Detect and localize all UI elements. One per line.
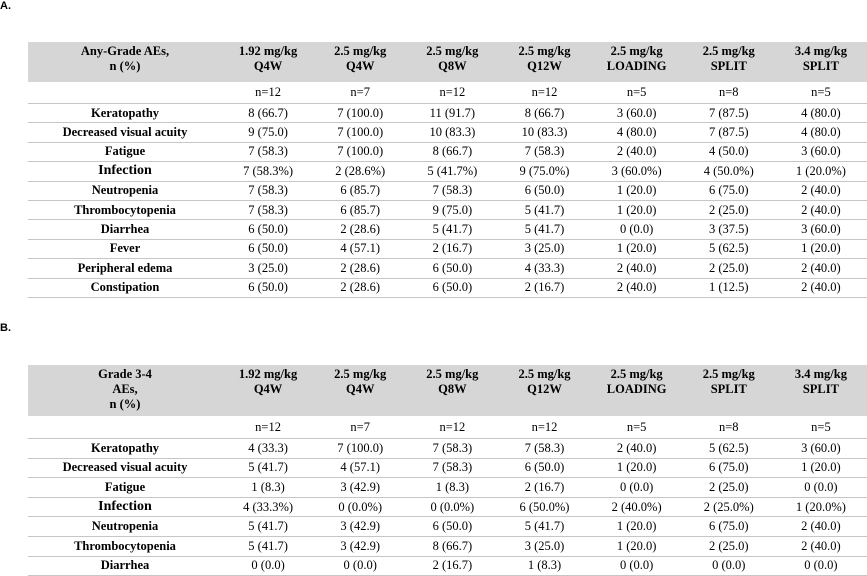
ae-value-cell: 5 (41.7) <box>498 200 590 219</box>
n-row <box>28 82 867 104</box>
ae-value-cell: 5 (41.7) <box>498 517 590 537</box>
n-row <box>28 416 867 439</box>
ae-value-cell: 7 (58.3) <box>498 439 590 459</box>
dose-column-header <box>683 365 775 416</box>
ae-row-label: Keratopathy <box>28 104 222 123</box>
ae-value-cell: 0 (0.0) <box>222 556 314 576</box>
ae-value-cell: 10 (83.3) <box>498 123 590 142</box>
ae-value-cell: 4 (80.0) <box>591 123 683 142</box>
ae-value-cell: 3 (42.9) <box>314 517 406 537</box>
ae-row-label: Fatigue <box>28 142 222 161</box>
ae-value-cell: 3 (25.0) <box>498 536 590 556</box>
ae-value-cell: 5 (62.5) <box>683 439 775 459</box>
ae-value-cell: 2 (40.0) <box>591 259 683 278</box>
n-value-cell: n=5 <box>775 416 867 439</box>
table-row <box>28 162 867 181</box>
ae-value-cell: 8 (66.7) <box>222 104 314 123</box>
ae-row-label: Neutropenia <box>28 517 222 537</box>
ae-value-cell: 3 (60.0) <box>775 439 867 459</box>
n-value-cell: n=7 <box>314 82 406 104</box>
ae-value-cell: 1 (20.0%) <box>775 162 867 181</box>
ae-value-cell: 3 (37.5) <box>683 220 775 239</box>
header-label-line: AEs, <box>112 382 138 396</box>
ae-value-cell: 1 (20.0%) <box>775 497 867 517</box>
dose-header-line: Q8W <box>438 382 467 396</box>
dose-column-header <box>498 365 590 416</box>
ae-value-cell: 7 (100.0) <box>314 104 406 123</box>
ae-value-cell: 3 (60.0) <box>775 220 867 239</box>
n-value-cell: n=12 <box>498 82 590 104</box>
ae-value-cell: 2 (16.7) <box>498 278 590 297</box>
ae-row-label: Constipation <box>28 278 222 297</box>
n-value-cell: n=5 <box>775 82 867 104</box>
ae-value-cell: 9 (75.0) <box>406 200 498 219</box>
ae-row-label: Fever <box>28 239 222 258</box>
dose-header-line: 2.5 mg/kg <box>518 367 571 381</box>
dose-column-header <box>775 365 867 416</box>
ae-value-cell: 6 (50.0) <box>222 220 314 239</box>
ae-value-cell: 1 (20.0) <box>591 517 683 537</box>
ae-value-cell: 8 (66.7) <box>406 536 498 556</box>
ae-value-cell: 2 (40.0) <box>775 181 867 200</box>
dose-header-line: Q8W <box>438 59 467 73</box>
dose-header-line: 2.5 mg/kg <box>702 367 755 381</box>
dose-header-line: Q4W <box>345 382 375 396</box>
ae-value-cell: 2 (25.0) <box>683 259 775 278</box>
ae-value-cell: 2 (16.7) <box>406 556 498 576</box>
table-row <box>28 439 867 459</box>
ae-value-cell: 2 (28.6%) <box>314 162 406 181</box>
ae-value-cell: 2 (25.0%) <box>683 497 775 517</box>
ae-value-cell: 6 (50.0) <box>222 278 314 297</box>
table-row <box>28 123 867 142</box>
section-label-a: A. <box>0 0 11 12</box>
ae-value-cell: 3 (25.0) <box>498 239 590 258</box>
ae-value-cell: 4 (33.3) <box>498 259 590 278</box>
ae-value-cell: 0 (0.0%) <box>406 497 498 517</box>
ae-row-label: Thrombocytopenia <box>28 536 222 556</box>
ae-value-cell: 4 (80.0) <box>775 123 867 142</box>
any-grade-ae-table <box>28 42 867 298</box>
ae-value-cell: 7 (100.0) <box>314 439 406 459</box>
dose-header-line: 3.4 mg/kg <box>794 367 847 381</box>
ae-value-cell: 5 (41.7%) <box>406 162 498 181</box>
ae-value-cell: 2 (25.0) <box>683 200 775 219</box>
n-value-cell: n=12 <box>406 82 498 104</box>
ae-value-cell: 6 (50.0) <box>498 181 590 200</box>
ae-value-cell: 3 (60.0) <box>591 104 683 123</box>
ae-value-cell: 7 (58.3) <box>222 181 314 200</box>
ae-value-cell: 0 (0.0%) <box>314 497 406 517</box>
table-row <box>28 142 867 161</box>
table-row <box>28 536 867 556</box>
ae-value-cell: 7 (100.0) <box>314 142 406 161</box>
section-label-b: B. <box>0 322 11 334</box>
ae-value-cell: 1 (20.0) <box>591 200 683 219</box>
dose-header-line: SPLIT <box>710 382 747 396</box>
header-label-line: Grade 3-4 <box>98 367 152 381</box>
ae-value-cell: 1 (8.3) <box>498 556 590 576</box>
dose-column-header <box>683 42 775 82</box>
dose-column-header <box>314 42 406 82</box>
dose-column-header <box>498 42 590 82</box>
n-value-cell: n=12 <box>498 416 590 439</box>
dose-header-line: 2.5 mg/kg <box>610 367 663 381</box>
ae-value-cell: 1 (20.0) <box>591 181 683 200</box>
ae-value-cell: 9 (75.0) <box>222 123 314 142</box>
ae-value-cell: 2 (40.0) <box>775 200 867 219</box>
dose-header-line: 2.5 mg/kg <box>702 44 755 58</box>
ae-value-cell: 6 (75.0) <box>683 517 775 537</box>
dose-header-line: 2.5 mg/kg <box>334 44 387 58</box>
dose-column-header <box>406 42 498 82</box>
dose-column-header <box>406 365 498 416</box>
ae-row-label: Decreased visual acuity <box>28 123 222 142</box>
dose-header-line: Q4W <box>253 382 283 396</box>
ae-value-cell: 5 (41.7) <box>406 220 498 239</box>
ae-value-cell: 10 (83.3) <box>406 123 498 142</box>
ae-row-label: Peripheral edema <box>28 259 222 278</box>
ae-row-label: Keratopathy <box>28 439 222 459</box>
ae-value-cell: 5 (41.7) <box>498 220 590 239</box>
n-value-cell: n=12 <box>406 416 498 439</box>
ae-row-label: Infection <box>28 497 222 517</box>
ae-value-cell: 3 (25.0) <box>222 259 314 278</box>
ae-value-cell: 2 (40.0) <box>591 439 683 459</box>
ae-value-cell: 4 (33.3%) <box>222 497 314 517</box>
ae-value-cell: 1 (20.0) <box>591 536 683 556</box>
ae-value-cell: 2 (40.0) <box>775 536 867 556</box>
ae-value-cell: 1 (8.3) <box>222 478 314 498</box>
ae-value-cell: 2 (16.7) <box>406 239 498 258</box>
n-value-cell: n=5 <box>591 82 683 104</box>
n-value-cell: n=7 <box>314 416 406 439</box>
ae-row-label: Decreased visual acuity <box>28 458 222 478</box>
ae-value-cell: 2 (28.6) <box>314 259 406 278</box>
header-label-cell <box>28 42 222 82</box>
dose-column-header <box>314 365 406 416</box>
ae-value-cell: 8 (66.7) <box>406 142 498 161</box>
ae-value-cell: 0 (0.0) <box>775 556 867 576</box>
ae-value-cell: 3 (42.9) <box>314 536 406 556</box>
ae-value-cell: 0 (0.0) <box>591 478 683 498</box>
header-label-line: n (%) <box>109 397 141 411</box>
dose-header-line: SPLIT <box>802 59 839 73</box>
ae-value-cell: 1 (8.3) <box>406 478 498 498</box>
ae-value-cell: 2 (28.6) <box>314 220 406 239</box>
ae-value-cell: 4 (80.0) <box>775 104 867 123</box>
ae-value-cell: 0 (0.0) <box>683 556 775 576</box>
ae-value-cell: 6 (75.0) <box>683 458 775 478</box>
ae-value-cell: 7 (58.3) <box>222 200 314 219</box>
n-value-cell: n=12 <box>222 82 314 104</box>
ae-value-cell: 6 (50.0) <box>222 239 314 258</box>
ae-row-label: Diarrhea <box>28 556 222 576</box>
ae-value-cell: 5 (41.7) <box>222 458 314 478</box>
ae-value-cell: 1 (12.5) <box>683 278 775 297</box>
dose-header-line: 3.4 mg/kg <box>794 44 847 58</box>
table-row <box>28 259 867 278</box>
ae-row-label: Diarrhea <box>28 220 222 239</box>
table-row <box>28 220 867 239</box>
ae-value-cell: 7 (58.3) <box>222 142 314 161</box>
ae-row-label: Infection <box>28 162 222 181</box>
ae-value-cell: 0 (0.0) <box>591 220 683 239</box>
ae-value-cell: 6 (50.0%) <box>498 497 590 517</box>
ae-value-cell: 2 (25.0) <box>683 478 775 498</box>
ae-value-cell: 5 (62.5) <box>683 239 775 258</box>
ae-value-cell: 3 (60.0%) <box>591 162 683 181</box>
ae-value-cell: 6 (50.0) <box>498 458 590 478</box>
dose-header-line: 2.5 mg/kg <box>610 44 663 58</box>
ae-value-cell: 4 (50.0%) <box>683 162 775 181</box>
table-row <box>28 181 867 200</box>
dose-header-line: 1.92 mg/kg <box>238 367 298 381</box>
ae-value-cell: 0 (0.0) <box>591 556 683 576</box>
n-value-cell: n=12 <box>222 416 314 439</box>
ae-value-cell: 1 (20.0) <box>591 458 683 478</box>
dose-header-line: LOADING <box>606 382 667 396</box>
header-label-cell <box>28 365 222 416</box>
ae-value-cell: 2 (40.0) <box>775 278 867 297</box>
table-row <box>28 458 867 478</box>
table-row <box>28 104 867 123</box>
table-row <box>28 200 867 219</box>
grade-3-4-ae-table <box>28 365 867 576</box>
ae-row-label: Thrombocytopenia <box>28 200 222 219</box>
ae-value-cell: 6 (85.7) <box>314 200 406 219</box>
ae-value-cell: 6 (50.0) <box>406 278 498 297</box>
dose-column-header <box>591 42 683 82</box>
ae-value-cell: 2 (40.0) <box>775 259 867 278</box>
ae-value-cell: 1 (20.0) <box>591 239 683 258</box>
header-row <box>28 42 867 82</box>
n-value-cell: n=8 <box>683 416 775 439</box>
ae-value-cell: 2 (40.0) <box>591 278 683 297</box>
ae-value-cell: 9 (75.0%) <box>498 162 590 181</box>
ae-value-cell: 6 (50.0) <box>406 259 498 278</box>
ae-value-cell: 7 (100.0) <box>314 123 406 142</box>
ae-row-label: Fatigue <box>28 478 222 498</box>
dose-header-line: Q12W <box>527 59 562 73</box>
dose-header-line: Q4W <box>345 59 375 73</box>
dose-header-line: 1.92 mg/kg <box>238 44 298 58</box>
table-row <box>28 497 867 517</box>
ae-value-cell: 4 (57.1) <box>314 239 406 258</box>
dose-header-line: Q4W <box>253 59 283 73</box>
ae-value-cell: 7 (87.5) <box>683 123 775 142</box>
ae-value-cell: 3 (42.9) <box>314 478 406 498</box>
dose-column-header <box>222 42 314 82</box>
ae-value-cell: 2 (25.0) <box>683 536 775 556</box>
ae-value-cell: 2 (40.0) <box>775 517 867 537</box>
header-label-line: Any-Grade AEs, <box>80 44 170 58</box>
dose-column-header <box>591 365 683 416</box>
ae-value-cell: 2 (40.0%) <box>591 497 683 517</box>
table-row <box>28 556 867 576</box>
ae-value-cell: 8 (66.7) <box>498 104 590 123</box>
ae-value-cell: 6 (75.0) <box>683 181 775 200</box>
dose-column-header <box>222 365 314 416</box>
ae-value-cell: 4 (57.1) <box>314 458 406 478</box>
ae-value-cell: 4 (33.3) <box>222 439 314 459</box>
dose-header-line: SPLIT <box>710 59 747 73</box>
ae-value-cell: 5 (41.7) <box>222 536 314 556</box>
ae-value-cell: 7 (58.3) <box>406 439 498 459</box>
ae-value-cell: 7 (58.3%) <box>222 162 314 181</box>
ae-value-cell: 7 (58.3) <box>406 181 498 200</box>
ae-value-cell: 3 (60.0) <box>775 142 867 161</box>
ae-value-cell: 6 (85.7) <box>314 181 406 200</box>
ae-value-cell: 0 (0.0) <box>775 478 867 498</box>
table-row <box>28 278 867 297</box>
ae-value-cell: 0 (0.0) <box>314 556 406 576</box>
ae-value-cell: 11 (91.7) <box>406 104 498 123</box>
ae-value-cell: 2 (28.6) <box>314 278 406 297</box>
dose-header-line: SPLIT <box>802 382 839 396</box>
ae-value-cell: 5 (41.7) <box>222 517 314 537</box>
ae-value-cell: 7 (58.3) <box>498 142 590 161</box>
dose-column-header <box>775 42 867 82</box>
n-row-label <box>28 416 222 439</box>
dose-header-line: 2.5 mg/kg <box>426 44 479 58</box>
ae-value-cell: 2 (40.0) <box>591 142 683 161</box>
table-row <box>28 239 867 258</box>
dose-header-line: 2.5 mg/kg <box>518 44 571 58</box>
ae-value-cell: 1 (20.0) <box>775 458 867 478</box>
ae-value-cell: 2 (16.7) <box>498 478 590 498</box>
dose-header-line: Q12W <box>527 382 562 396</box>
ae-value-cell: 6 (50.0) <box>406 517 498 537</box>
dose-header-line: LOADING <box>606 59 667 73</box>
header-label-line: n (%) <box>109 59 141 73</box>
ae-value-cell: 1 (20.0) <box>775 239 867 258</box>
ae-value-cell: 7 (58.3) <box>406 458 498 478</box>
dose-header-line: 2.5 mg/kg <box>334 367 387 381</box>
table-row <box>28 478 867 498</box>
n-value-cell: n=8 <box>683 82 775 104</box>
header-row <box>28 365 867 416</box>
table-row <box>28 517 867 537</box>
ae-value-cell: 7 (87.5) <box>683 104 775 123</box>
n-value-cell: n=5 <box>591 416 683 439</box>
ae-row-label: Neutropenia <box>28 181 222 200</box>
n-row-label <box>28 82 222 104</box>
ae-value-cell: 4 (50.0) <box>683 142 775 161</box>
dose-header-line: 2.5 mg/kg <box>426 367 479 381</box>
